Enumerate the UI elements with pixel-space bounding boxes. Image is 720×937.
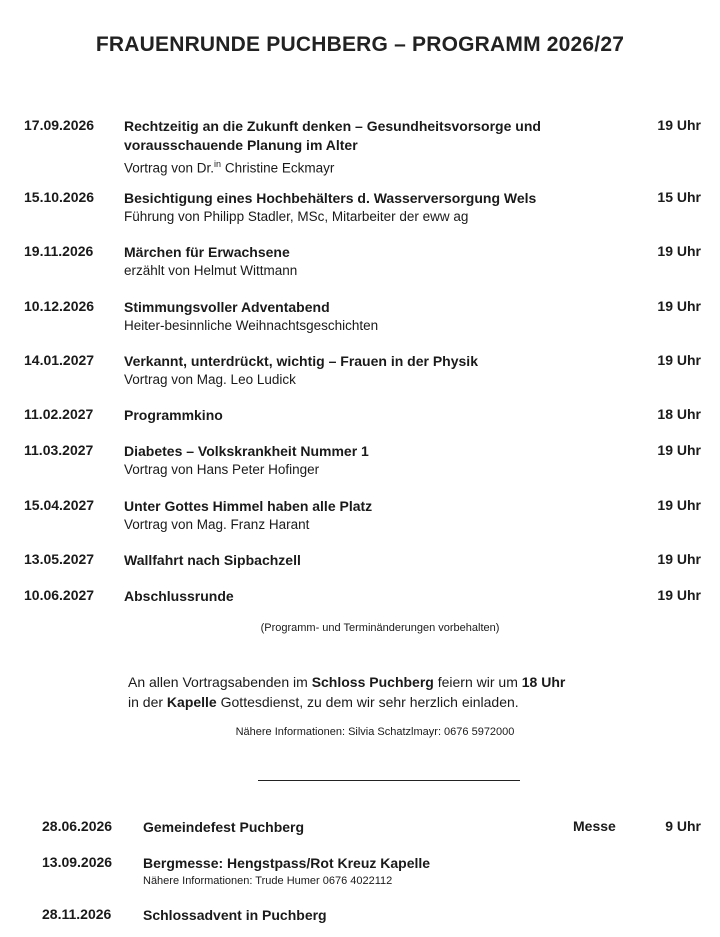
event-subtitle: erzählt von Helmut Wittmann bbox=[124, 263, 298, 278]
mass-info bbox=[128, 672, 648, 712]
event-title: Verkannt, unterdrückt, wichtig – Frauen in der Physik bbox=[124, 353, 478, 369]
event-title: Rechtzeitig an die Zukunft denken – Gesundheitsvorsorge und vorausschauende Planung im Alter bbox=[124, 118, 541, 153]
event-date: 15.04.2027 bbox=[24, 497, 95, 513]
event-date: 28.11.2026 bbox=[42, 906, 112, 922]
event-time: 18 Uhr bbox=[657, 406, 701, 422]
event-time: 9 Uhr bbox=[665, 818, 701, 834]
info-text: feiern wir um bbox=[433, 674, 522, 690]
event-date: 13.05.2027 bbox=[24, 551, 95, 567]
event-title: Gemeindefest Puchberg bbox=[143, 819, 305, 835]
event-subtitle: Vortrag von Hans Peter Hofinger bbox=[124, 462, 320, 477]
event-subtitle: Vortrag von Mag. Leo Ludick bbox=[124, 372, 296, 387]
event-date: 10.12.2026 bbox=[24, 298, 95, 314]
event-date: 17.09.2026 bbox=[24, 117, 95, 133]
event-date: 11.02.2027 bbox=[24, 406, 94, 422]
divider bbox=[258, 780, 520, 781]
event-subtitle: Vortrag von Mag. Franz Harant bbox=[124, 517, 310, 532]
event-time: 19 Uhr bbox=[657, 298, 701, 314]
event-subtitle: Heiter-besinnliche Weihnachtsgeschichten bbox=[124, 318, 379, 333]
event-title: Unter Gottes Himmel haben alle Platz bbox=[124, 498, 373, 514]
event-date: 13.09.2026 bbox=[42, 854, 113, 870]
info-chapel: Kapelle bbox=[166, 694, 217, 710]
event-subtitle: Nähere Informationen: Trude Humer 0676 4022112 bbox=[143, 875, 393, 887]
event-label: Messe bbox=[573, 818, 616, 834]
event-time: 19 Uhr bbox=[657, 442, 701, 458]
event-date: 19.11.2026 bbox=[24, 243, 94, 259]
event-subtitle: Führung von Philipp Stadler, MSc, Mitarbeiter der eww ag bbox=[124, 209, 469, 224]
event-title: Schlossadvent in Puchberg bbox=[143, 907, 327, 923]
event-time: 19 Uhr bbox=[657, 352, 701, 368]
event-title: Programmkino bbox=[124, 407, 223, 423]
event-subtitle: Vortrag von Dr.$^{in}$ Christine Eckmayr bbox=[124, 159, 335, 176]
event-title: Bergmesse: Hengstpass/Rot Kreuz Kapelle bbox=[143, 855, 431, 871]
info-text: Gottesdienst, zu dem wir sehr herzlich einladen. bbox=[216, 694, 519, 710]
event-date: 10.06.2027 bbox=[24, 587, 95, 603]
event-date: 14.01.2027 bbox=[24, 352, 95, 368]
event-title: Stimmungsvoller Adventabend bbox=[124, 299, 330, 315]
event-time: 19 Uhr bbox=[657, 551, 701, 567]
event-date: 28.06.2026 bbox=[42, 818, 113, 834]
disclaimer-note: (Programm- und Terminänderungen vorbehalten) bbox=[260, 622, 500, 634]
event-date: 11.03.2027 bbox=[24, 442, 94, 458]
event-date: 15.10.2026 bbox=[24, 189, 95, 205]
event-time: 19 Uhr bbox=[657, 497, 701, 513]
event-time: 19 Uhr bbox=[657, 117, 701, 133]
event-time: 19 Uhr bbox=[657, 243, 701, 259]
info-hour: 18 Uhr bbox=[521, 674, 566, 690]
event-time: 15 Uhr bbox=[657, 189, 701, 205]
event-title: Märchen für Erwachsene bbox=[124, 244, 290, 260]
info-text: in der bbox=[128, 694, 167, 710]
page-title: FRAUENRUNDE PUCHBERG – PROGRAMM 2026/27 bbox=[95, 33, 625, 56]
event-title: Wallfahrt nach Sipbachzell bbox=[124, 552, 301, 568]
contact-info: Nähere Informationen: Silvia Schatzlmayr: 0676 5972000 bbox=[235, 726, 515, 738]
event-title: Diabetes – Volkskrankheit Nummer 1 bbox=[124, 443, 369, 459]
event-time: 19 Uhr bbox=[657, 587, 701, 603]
event-title: Besichtigung eines Hochbehälters d. Wasserversorgung Wels bbox=[124, 190, 537, 206]
info-text: An allen Vortragsabenden im bbox=[128, 674, 312, 690]
event-title: Abschlussrunde bbox=[124, 588, 234, 604]
info-location: Schloss Puchberg bbox=[311, 674, 434, 690]
